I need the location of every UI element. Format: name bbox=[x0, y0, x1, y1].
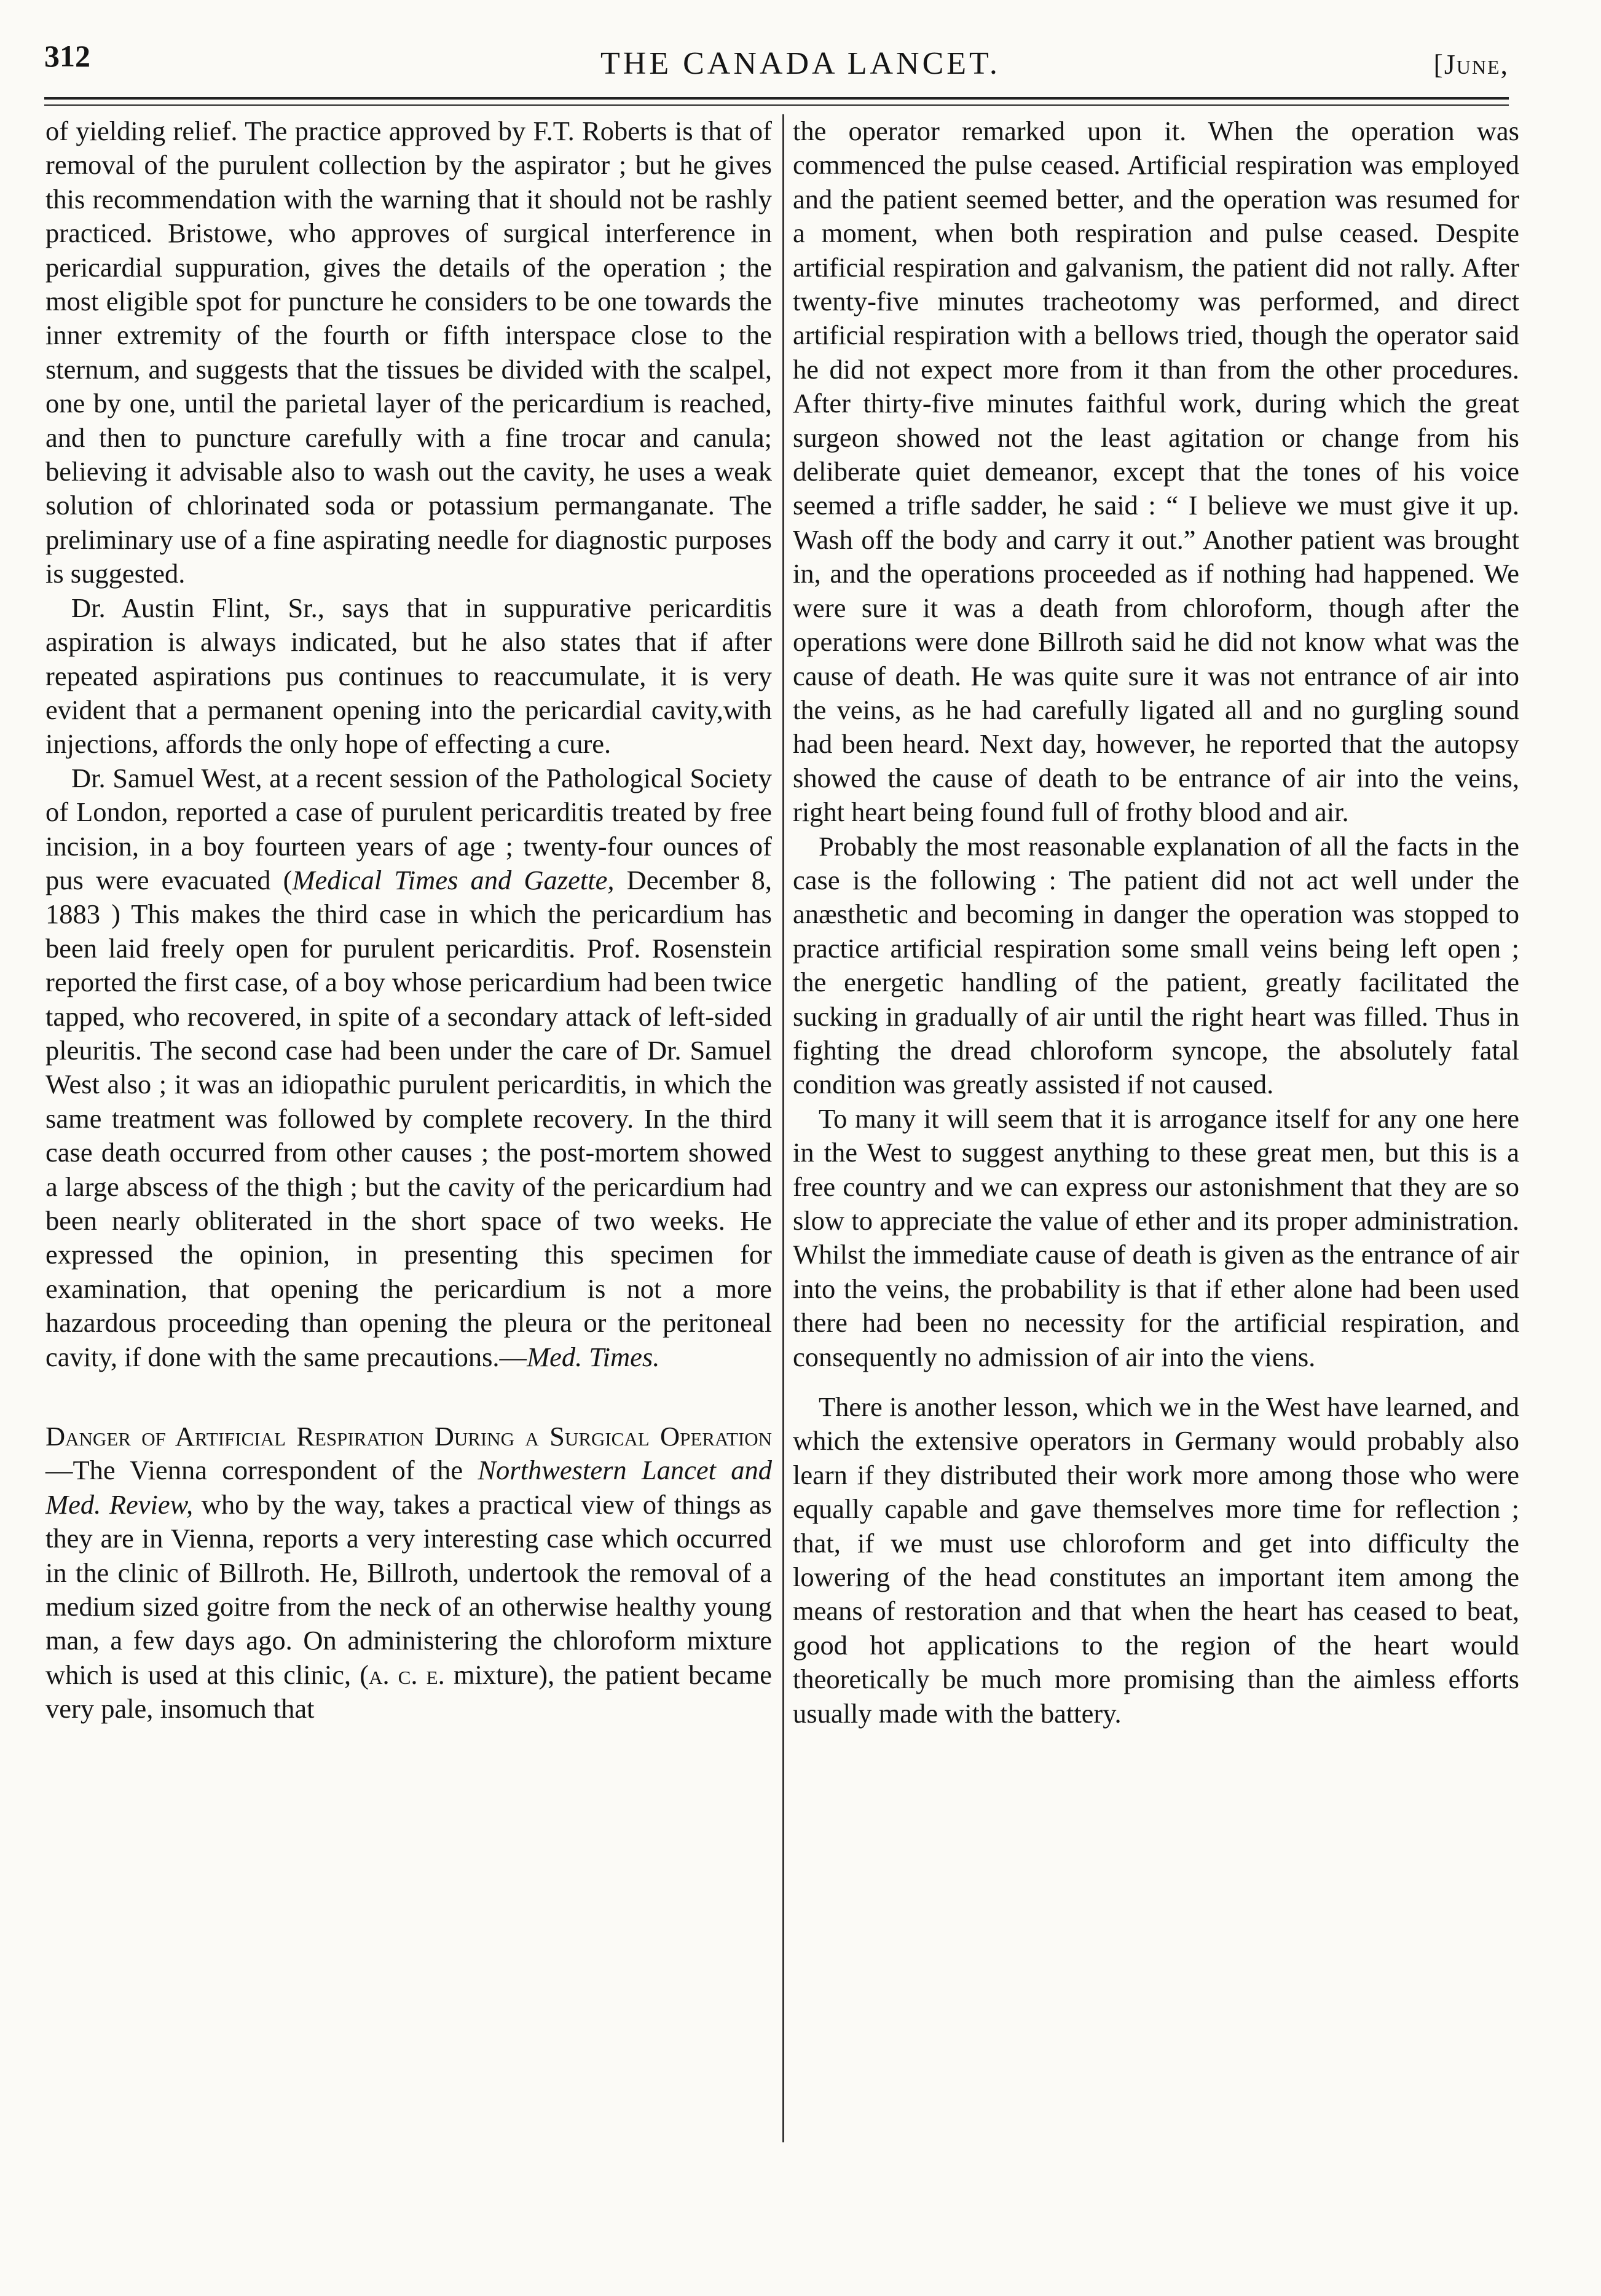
article-intro: —The Vienna correspondent of the bbox=[45, 1455, 478, 1486]
paragraph-samuel-west bbox=[45, 761, 772, 1374]
paragraph-austin-flint: Dr. Austin Flint, Sr., says that in suppurative pericarditis aspiration is always indicated, but he also states that if after repeated aspirations pus continues to reaccumulate, it is very evident that a permanent opening into the pericardial cavity,with injections, affords the only hope of effecting a cure. bbox=[45, 592, 772, 760]
page-number: 312 bbox=[44, 39, 90, 73]
paragraph-ether-argument: To many it will seem that it is arrogance itself for any one here in the West to suggest anything to these great men, but this is a free country and we can express our astonishment that they are so slow to appreciate the value of ether and its proper administration. Whilst the immediate cause of death is given as the entrance of air into the veins, the probability is that if ether alone had been used there had been no necessity for the artificial respiration, and consequently no admission of air into the viens. bbox=[793, 1103, 1519, 1372]
paragraph-explanation: Probably the most reasonable explanation of all the facts in the case is the following : The patient did not act well under the anæsthetic and becoming in danger the operation was stopped to practice artificial respiration some small veins being left open ; the energetic handling of the patient, greatly facilitated the sucking in gradually of air until the right heart was filled. Thus in fighting the dread chloroform syncope, the absolutely fatal condition was greatly assisted if not caused. bbox=[793, 830, 1519, 1100]
left-column bbox=[45, 114, 772, 1726]
right-column bbox=[793, 114, 1519, 1731]
paragraph-operation-account: the operator remarked upon it. When the operation was commenced the pulse ceased. Artificial respiration was employed and the patient seemed better, and the operation was resumed for a moment, when both respiration and pulse ceased. Despite artificial respiration and galvanism, the patient did not rally. After twenty-five minutes tracheotomy was performed, and direct artificial respiration with a bellows tried, though the operator said he did not expect more from it than from the other procedures. After thirty-five minutes faithful work, during which the great surgeon showed not the least agitation or change from his deliberate quiet demeanor, except that the tones of his voice seemed a trifle sadder, he said : “ I believe we must give it up. Wash off the body and carry it out.” Another patient was brought in, and the operations proceeded as if nothing had happened. We were sure it was a death from chloroform, though after the operations were done Billroth said he did not know what was the cause of death. He was quite sure it was not entrance of air into the veins, as he had carefully ligated all and no gurgling sound had been heard. Next day, however, he reported that the autopsy showed the cause of death to be entrance of air into the veins, right heart being found full of frothy blood and air. bbox=[793, 116, 1519, 828]
west-text-start: Dr. Samuel West, at a recent session of the Pathological Society of London, reported a case of purulent pericarditis treated by free incision, in a boy fourteen years of age ; twenty-four ounces of pus were evacuated ( bbox=[45, 762, 772, 895]
paragraph-another-lesson: There is another lesson, which we in the West have learned, and which the extensive operators in Germany would probably also learn if they distributed their work more among those who were equally capable and gave themselves more time for reflection ; that, if we must use chloroform and get into difficulty the lowering of the head constitutes an important item among the means of restoration and that when the heart has ceased to beat, good hot applications to the region of the heart would theoretically be much more promising than the aimless efforts usually made with the battery. bbox=[793, 1391, 1519, 1729]
article-danger-artificial-respiration bbox=[45, 1420, 772, 1726]
paragraph-pericardial-suppuration: of yielding relief. The practice approved by F.T. Roberts is that of removal of the purulent collection by the aspirator ; but he gives this recommendation with the warning that it should not be rashly practiced. Bristowe, who approves of surgical interference in pericardial suppuration, gives the details of the operation ; the most eligible spot for puncture he considers to be one towards the inner extremity of the fourth or fifth interspace close to the sternum, and suggests that the tissues be divided with the scalpel, one by one, until the parietal layer of the pericardium is reached, and then to puncture carefully with a fine trocar and canula; believing it advisable also to wash out the cavity, he uses a weak solution of chlorinated soda or potassium permanganate. The preliminary use of a fine aspirating needle for diagnostic purposes is suggested. bbox=[45, 116, 772, 589]
article-journal-name: Northwestern Lancet and Med. Review, bbox=[45, 1455, 772, 1520]
article-heading: Danger of Artificial Respiration During a Surgical Operation bbox=[45, 1421, 772, 1452]
citation-medical-times: Medical Times and Gazette, bbox=[292, 864, 615, 895]
mixture-abbreviation: a. c. e. bbox=[369, 1659, 445, 1690]
header-rule bbox=[44, 97, 1509, 100]
west-text-body: December 8, 1883 ) This makes the third case in which the pericardium has been laid freely open for purulent pericarditis. Prof. Rosenstein reported the first case, of a boy whose pericardium had been twice tapped, who recovered, in spite of a secondary attack of left-sided pleuritis. The second case had been under the care of Dr. Samuel West also ; it was an idiopathic purulent pericarditis, in which the same treatment was followed by complete recovery. In the third case death occurred from other causes ; the post-mortem showed a large abscess of the thigh ; but the cavity of the pericardium had been nearly obliterated in the short space of two weeks. He expressed the opinion, in presenting this specimen for examination, that opening the pericardium is not a more hazardous proceeding than opening the pleura or the peritoneal cavity, if done with the same precautions.— bbox=[45, 864, 772, 1372]
source-med-times: Med. Times. bbox=[527, 1341, 660, 1372]
column-divider bbox=[782, 114, 784, 2142]
issue-month: [June, bbox=[1433, 49, 1509, 80]
journal-title: THE CANADA LANCET. bbox=[600, 46, 1001, 81]
article-body-tail: mixture), the patient became very pale, insomuch that bbox=[45, 1659, 773, 1724]
article-body: who by the way, takes a practical view of things as they are in Vienna, reports a very interesting case which occurred in the clinic of Billroth. He, Billroth, undertook the removal of a medium sized goitre from the neck of an otherwise healthy young man, a few days ago. On administering the chloroform mixture which is used at this clinic, ( bbox=[45, 1488, 772, 1690]
header-rule-thin bbox=[44, 104, 1509, 106]
